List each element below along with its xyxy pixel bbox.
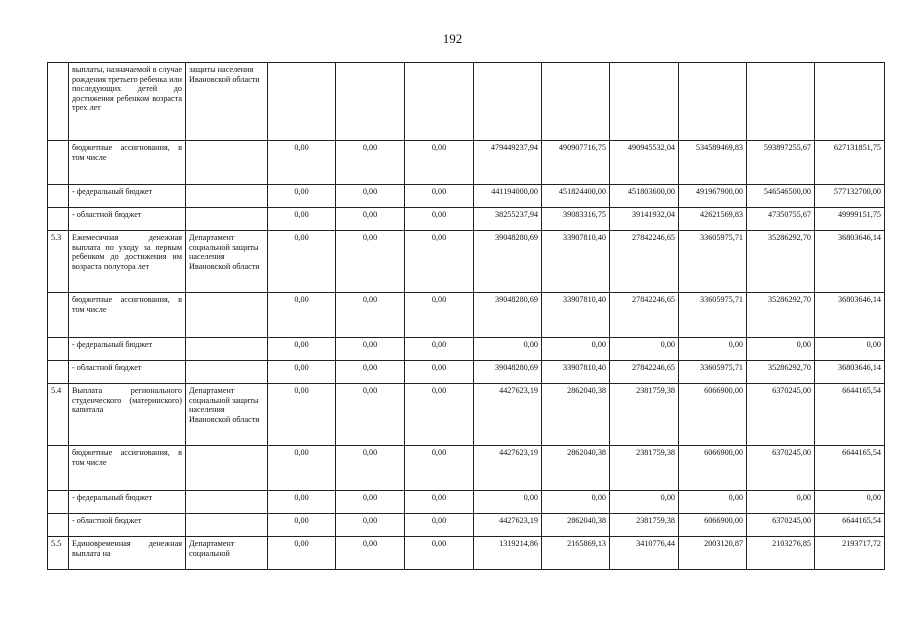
executor-cell	[186, 338, 268, 361]
value-cell: 4427623,19	[474, 384, 542, 446]
value-cell: 4427623,19	[474, 514, 542, 537]
value-cell: 577132700,00	[815, 185, 885, 208]
value-cell: 2381759,38	[610, 446, 679, 491]
value-cell: 0,00	[474, 338, 542, 361]
value-cell: 0,00	[336, 293, 405, 338]
value-cell: 0,00	[405, 446, 474, 491]
executor-cell: Департамент социальной защиты населения Ивановской области	[186, 384, 268, 446]
value-cell: 0,00	[336, 141, 405, 185]
value-cell: 0,00	[610, 338, 679, 361]
table-row	[48, 491, 885, 514]
value-cell: 39048280,69	[474, 361, 542, 384]
executor-cell	[186, 491, 268, 514]
value-cell: 0,00	[405, 185, 474, 208]
value-cell: 0,00	[405, 338, 474, 361]
row-number-cell	[48, 208, 69, 231]
value-cell: 6644165,54	[815, 384, 885, 446]
table-row	[48, 141, 885, 185]
value-cell: 33605975,71	[679, 293, 747, 338]
value-cell: 39083316,75	[542, 208, 610, 231]
value-cell: 0,00	[474, 491, 542, 514]
executor-cell: защиты населения Ивановской области	[186, 63, 268, 141]
table-row	[48, 361, 885, 384]
value-cell: 36803646,14	[815, 231, 885, 293]
value-cell: 35286292,70	[747, 361, 815, 384]
table-row	[48, 63, 885, 141]
value-cell	[747, 63, 815, 141]
value-cell	[405, 63, 474, 141]
value-cell: 27842246,65	[610, 293, 679, 338]
row-number-cell	[48, 514, 69, 537]
value-cell: 441194000,00	[474, 185, 542, 208]
value-cell: 0,00	[268, 384, 336, 446]
value-cell	[268, 63, 336, 141]
value-cell: 0,00	[610, 491, 679, 514]
value-cell: 0,00	[405, 491, 474, 514]
value-cell: 0,00	[405, 141, 474, 185]
value-cell: 0,00	[336, 208, 405, 231]
table-row	[48, 446, 885, 491]
row-number-cell	[48, 446, 69, 491]
row-number-cell	[48, 63, 69, 141]
value-cell: 35286292,70	[747, 231, 815, 293]
page-number: 192	[442, 31, 463, 46]
value-cell	[542, 63, 610, 141]
value-cell: 0,00	[268, 293, 336, 338]
value-cell: 2193717,72	[815, 537, 885, 570]
table-row	[48, 185, 885, 208]
value-cell: 6066900,00	[679, 446, 747, 491]
executor-cell	[186, 141, 268, 185]
value-cell: 49999151,75	[815, 208, 885, 231]
value-cell: 6644165,54	[815, 514, 885, 537]
table-row	[48, 208, 885, 231]
value-cell: 490945532,04	[610, 141, 679, 185]
value-cell	[336, 63, 405, 141]
value-cell: 2381759,38	[610, 384, 679, 446]
executor-cell: Департамент социальной	[186, 537, 268, 570]
value-cell: 47350755,67	[747, 208, 815, 231]
value-cell: 0,00	[405, 537, 474, 570]
description-cell: - федеральный бюджет	[69, 491, 186, 514]
value-cell: 2165869,13	[542, 537, 610, 570]
value-cell: 0,00	[542, 338, 610, 361]
description-cell: бюджетные ассигнования, в том числе	[69, 141, 186, 185]
description-cell: - областной бюджет	[69, 514, 186, 537]
row-number-cell: 5.5	[48, 537, 69, 570]
executor-cell	[186, 361, 268, 384]
value-cell: 593897255,67	[747, 141, 815, 185]
value-cell	[679, 63, 747, 141]
value-cell: 2381759,38	[610, 514, 679, 537]
value-cell: 0,00	[268, 231, 336, 293]
value-cell: 0,00	[405, 293, 474, 338]
value-cell: 2103276,85	[747, 537, 815, 570]
row-number-cell	[48, 141, 69, 185]
value-cell: 0,00	[268, 185, 336, 208]
row-number-cell: 5.4	[48, 384, 69, 446]
value-cell: 35286292,70	[747, 293, 815, 338]
executor-cell	[186, 208, 268, 231]
value-cell: 479449237,94	[474, 141, 542, 185]
value-cell: 0,00	[542, 491, 610, 514]
table-row	[48, 514, 885, 537]
value-cell: 451824400,00	[542, 185, 610, 208]
row-number-cell	[48, 185, 69, 208]
value-cell: 33907810,40	[542, 293, 610, 338]
executor-cell	[186, 185, 268, 208]
value-cell: 0,00	[336, 514, 405, 537]
value-cell	[474, 63, 542, 141]
value-cell: 0,00	[336, 338, 405, 361]
value-cell: 491967900,00	[679, 185, 747, 208]
value-cell: 0,00	[336, 361, 405, 384]
value-cell: 39048280,69	[474, 231, 542, 293]
value-cell: 546546500,00	[747, 185, 815, 208]
description-cell: - областной бюджет	[69, 361, 186, 384]
value-cell: 33907810,40	[542, 231, 610, 293]
value-cell: 39048280,69	[474, 293, 542, 338]
value-cell: 38255237,94	[474, 208, 542, 231]
value-cell: 534589469,83	[679, 141, 747, 185]
row-number-cell: 5.3	[48, 231, 69, 293]
description-cell: Единовременная денежная выплата на	[69, 537, 186, 570]
value-cell: 0,00	[268, 537, 336, 570]
budget-table	[47, 62, 885, 570]
value-cell: 0,00	[336, 537, 405, 570]
value-cell: 0,00	[747, 338, 815, 361]
value-cell: 0,00	[336, 491, 405, 514]
value-cell: 36803646,14	[815, 293, 885, 338]
value-cell: 0,00	[405, 514, 474, 537]
row-number-cell	[48, 338, 69, 361]
value-cell: 490907716,75	[542, 141, 610, 185]
value-cell: 0,00	[405, 384, 474, 446]
value-cell: 0,00	[405, 208, 474, 231]
description-cell: бюджетные ассигнования, в том числе	[69, 293, 186, 338]
row-number-cell	[48, 491, 69, 514]
value-cell: 2862040,38	[542, 514, 610, 537]
value-cell: 1319214,86	[474, 537, 542, 570]
executor-cell	[186, 446, 268, 491]
value-cell: 33907810,40	[542, 361, 610, 384]
value-cell: 2862040,38	[542, 384, 610, 446]
description-cell: выплаты, назначаемой в случае рождения третьего ребенка или последующих детей до достижения ребенком возраста трех лет	[69, 63, 186, 141]
value-cell: 0,00	[679, 491, 747, 514]
value-cell: 0,00	[268, 491, 336, 514]
value-cell: 0,00	[405, 361, 474, 384]
value-cell: 0,00	[336, 185, 405, 208]
row-number-cell	[48, 361, 69, 384]
description-cell: - федеральный бюджет	[69, 185, 186, 208]
description-cell: Выплата регионального студенческого (материнского) капитала	[69, 384, 186, 446]
value-cell: 0,00	[336, 231, 405, 293]
table-row	[48, 293, 885, 338]
value-cell: 6644165,54	[815, 446, 885, 491]
value-cell: 0,00	[815, 491, 885, 514]
value-cell: 36803646,14	[815, 361, 885, 384]
value-cell: 0,00	[268, 514, 336, 537]
value-cell: 27842246,65	[610, 361, 679, 384]
value-cell: 3410776,44	[610, 537, 679, 570]
value-cell: 627131851,75	[815, 141, 885, 185]
description-cell: - федеральный бюджет	[69, 338, 186, 361]
table-body	[48, 63, 885, 570]
description-cell: бюджетные ассигнования, в том числе	[69, 446, 186, 491]
value-cell: 0,00	[747, 491, 815, 514]
table-row	[48, 384, 885, 446]
executor-cell	[186, 514, 268, 537]
value-cell: 27842246,65	[610, 231, 679, 293]
executor-cell: Департамент социальной защиты населения Ивановской области	[186, 231, 268, 293]
value-cell: 0,00	[336, 384, 405, 446]
row-number-cell	[48, 293, 69, 338]
value-cell: 0,00	[268, 208, 336, 231]
value-cell: 4427623,19	[474, 446, 542, 491]
value-cell: 6370245,00	[747, 446, 815, 491]
table-row	[48, 338, 885, 361]
description-cell: Ежемесячная денежная выплата по уходу за первым ребенком до достижения им возраста полутора лет	[69, 231, 186, 293]
value-cell: 0,00	[268, 141, 336, 185]
value-cell	[610, 63, 679, 141]
value-cell: 0,00	[336, 446, 405, 491]
value-cell: 6370245,00	[747, 384, 815, 446]
value-cell: 39141932,04	[610, 208, 679, 231]
table-row	[48, 231, 885, 293]
value-cell: 6066900,00	[679, 384, 747, 446]
value-cell: 451803600,00	[610, 185, 679, 208]
value-cell: 2862040,38	[542, 446, 610, 491]
value-cell: 0,00	[268, 446, 336, 491]
value-cell: 0,00	[815, 338, 885, 361]
executor-cell	[186, 293, 268, 338]
table-row	[48, 537, 885, 570]
value-cell: 2003120,87	[679, 537, 747, 570]
value-cell: 6066900,00	[679, 514, 747, 537]
value-cell: 0,00	[268, 338, 336, 361]
value-cell: 0,00	[405, 231, 474, 293]
description-cell: - областной бюджет	[69, 208, 186, 231]
value-cell: 0,00	[268, 361, 336, 384]
value-cell: 33605975,71	[679, 231, 747, 293]
value-cell: 0,00	[679, 338, 747, 361]
value-cell: 33605975,71	[679, 361, 747, 384]
value-cell: 42621569,83	[679, 208, 747, 231]
value-cell: 6370245,00	[747, 514, 815, 537]
value-cell	[815, 63, 885, 141]
